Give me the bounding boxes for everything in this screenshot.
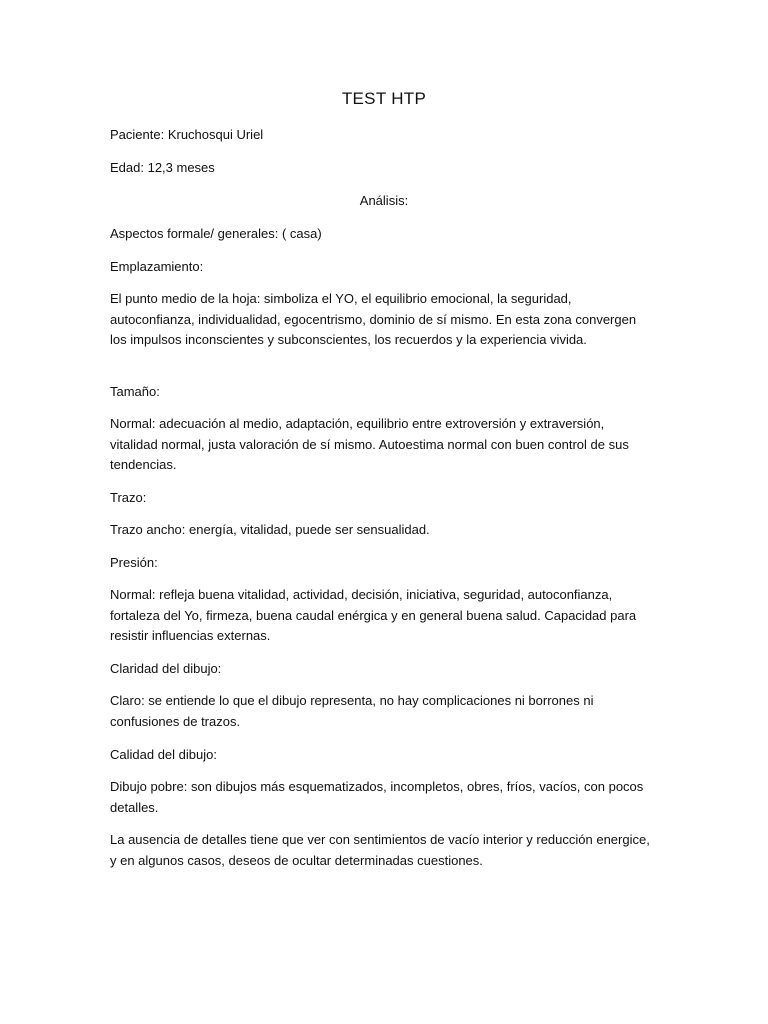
paragraph-emplazamiento: El punto medio de la hoja: simboliza el YO, el equilibrio emocional, la seguridad, autoconfianza, individualidad, egocentrismo, dominio de sí mismo. En esta zona convergen los impulsos inconscientes y subconscientes, los recuerdos y la experiencia vivida.	[110, 291, 637, 347]
paragraph-calidad: Dibujo pobre: son dibujos más esquematizados, incompletos, obres, fríos, vacíos, con pocos detalles.	[110, 779, 644, 815]
section-heading-calidad: Calidad del dibujo:	[110, 747, 217, 762]
paragraph-ausencia-detalles: La ausencia de detalles tiene que ver con sentimientos de vacío interior y reducción energice, y en algunos casos, deseos de ocultar determinadas cuestiones.	[110, 832, 650, 868]
section-heading-trazo: Trazo:	[110, 490, 147, 505]
patient-age: Edad: 12,3 meses	[110, 160, 215, 175]
section-heading-emplazamiento: Emplazamiento:	[110, 259, 204, 274]
analysis-heading: Análisis:	[359, 193, 409, 208]
paragraph-trazo: Trazo ancho: energía, vitalidad, puede ser sensualidad.	[110, 522, 430, 537]
section-heading-tamano: Tamaño:	[110, 384, 160, 399]
section-heading-aspectos: Aspectos formale/ generales: ( casa)	[110, 226, 322, 241]
section-heading-presion: Presión:	[110, 555, 158, 570]
paragraph-tamano: Normal: adecuación al medio, adaptación, equilibrio entre extroversión y extraversión, vitalidad normal, justa valoración de sí mismo. Autoestima normal con buen control de sus tendencias.	[110, 416, 629, 472]
patient-name: Paciente: Kruchosqui Uriel	[110, 127, 264, 142]
paragraph-claridad: Claro: se entiende lo que el dibujo representa, no hay complicaciones ni borrones ni confusiones de trazos.	[110, 693, 594, 729]
paragraph-presion: Normal: refleja buena vitalidad, actividad, decisión, iniciativa, seguridad, autoconfianza, fortaleza del Yo, firmeza, buena caudal enérgica y en general buena salud. Capacidad para resistir influencias externas.	[110, 587, 637, 643]
document-title: TEST HTP	[341, 89, 427, 108]
section-heading-claridad: Claridad del dibujo:	[110, 661, 222, 676]
